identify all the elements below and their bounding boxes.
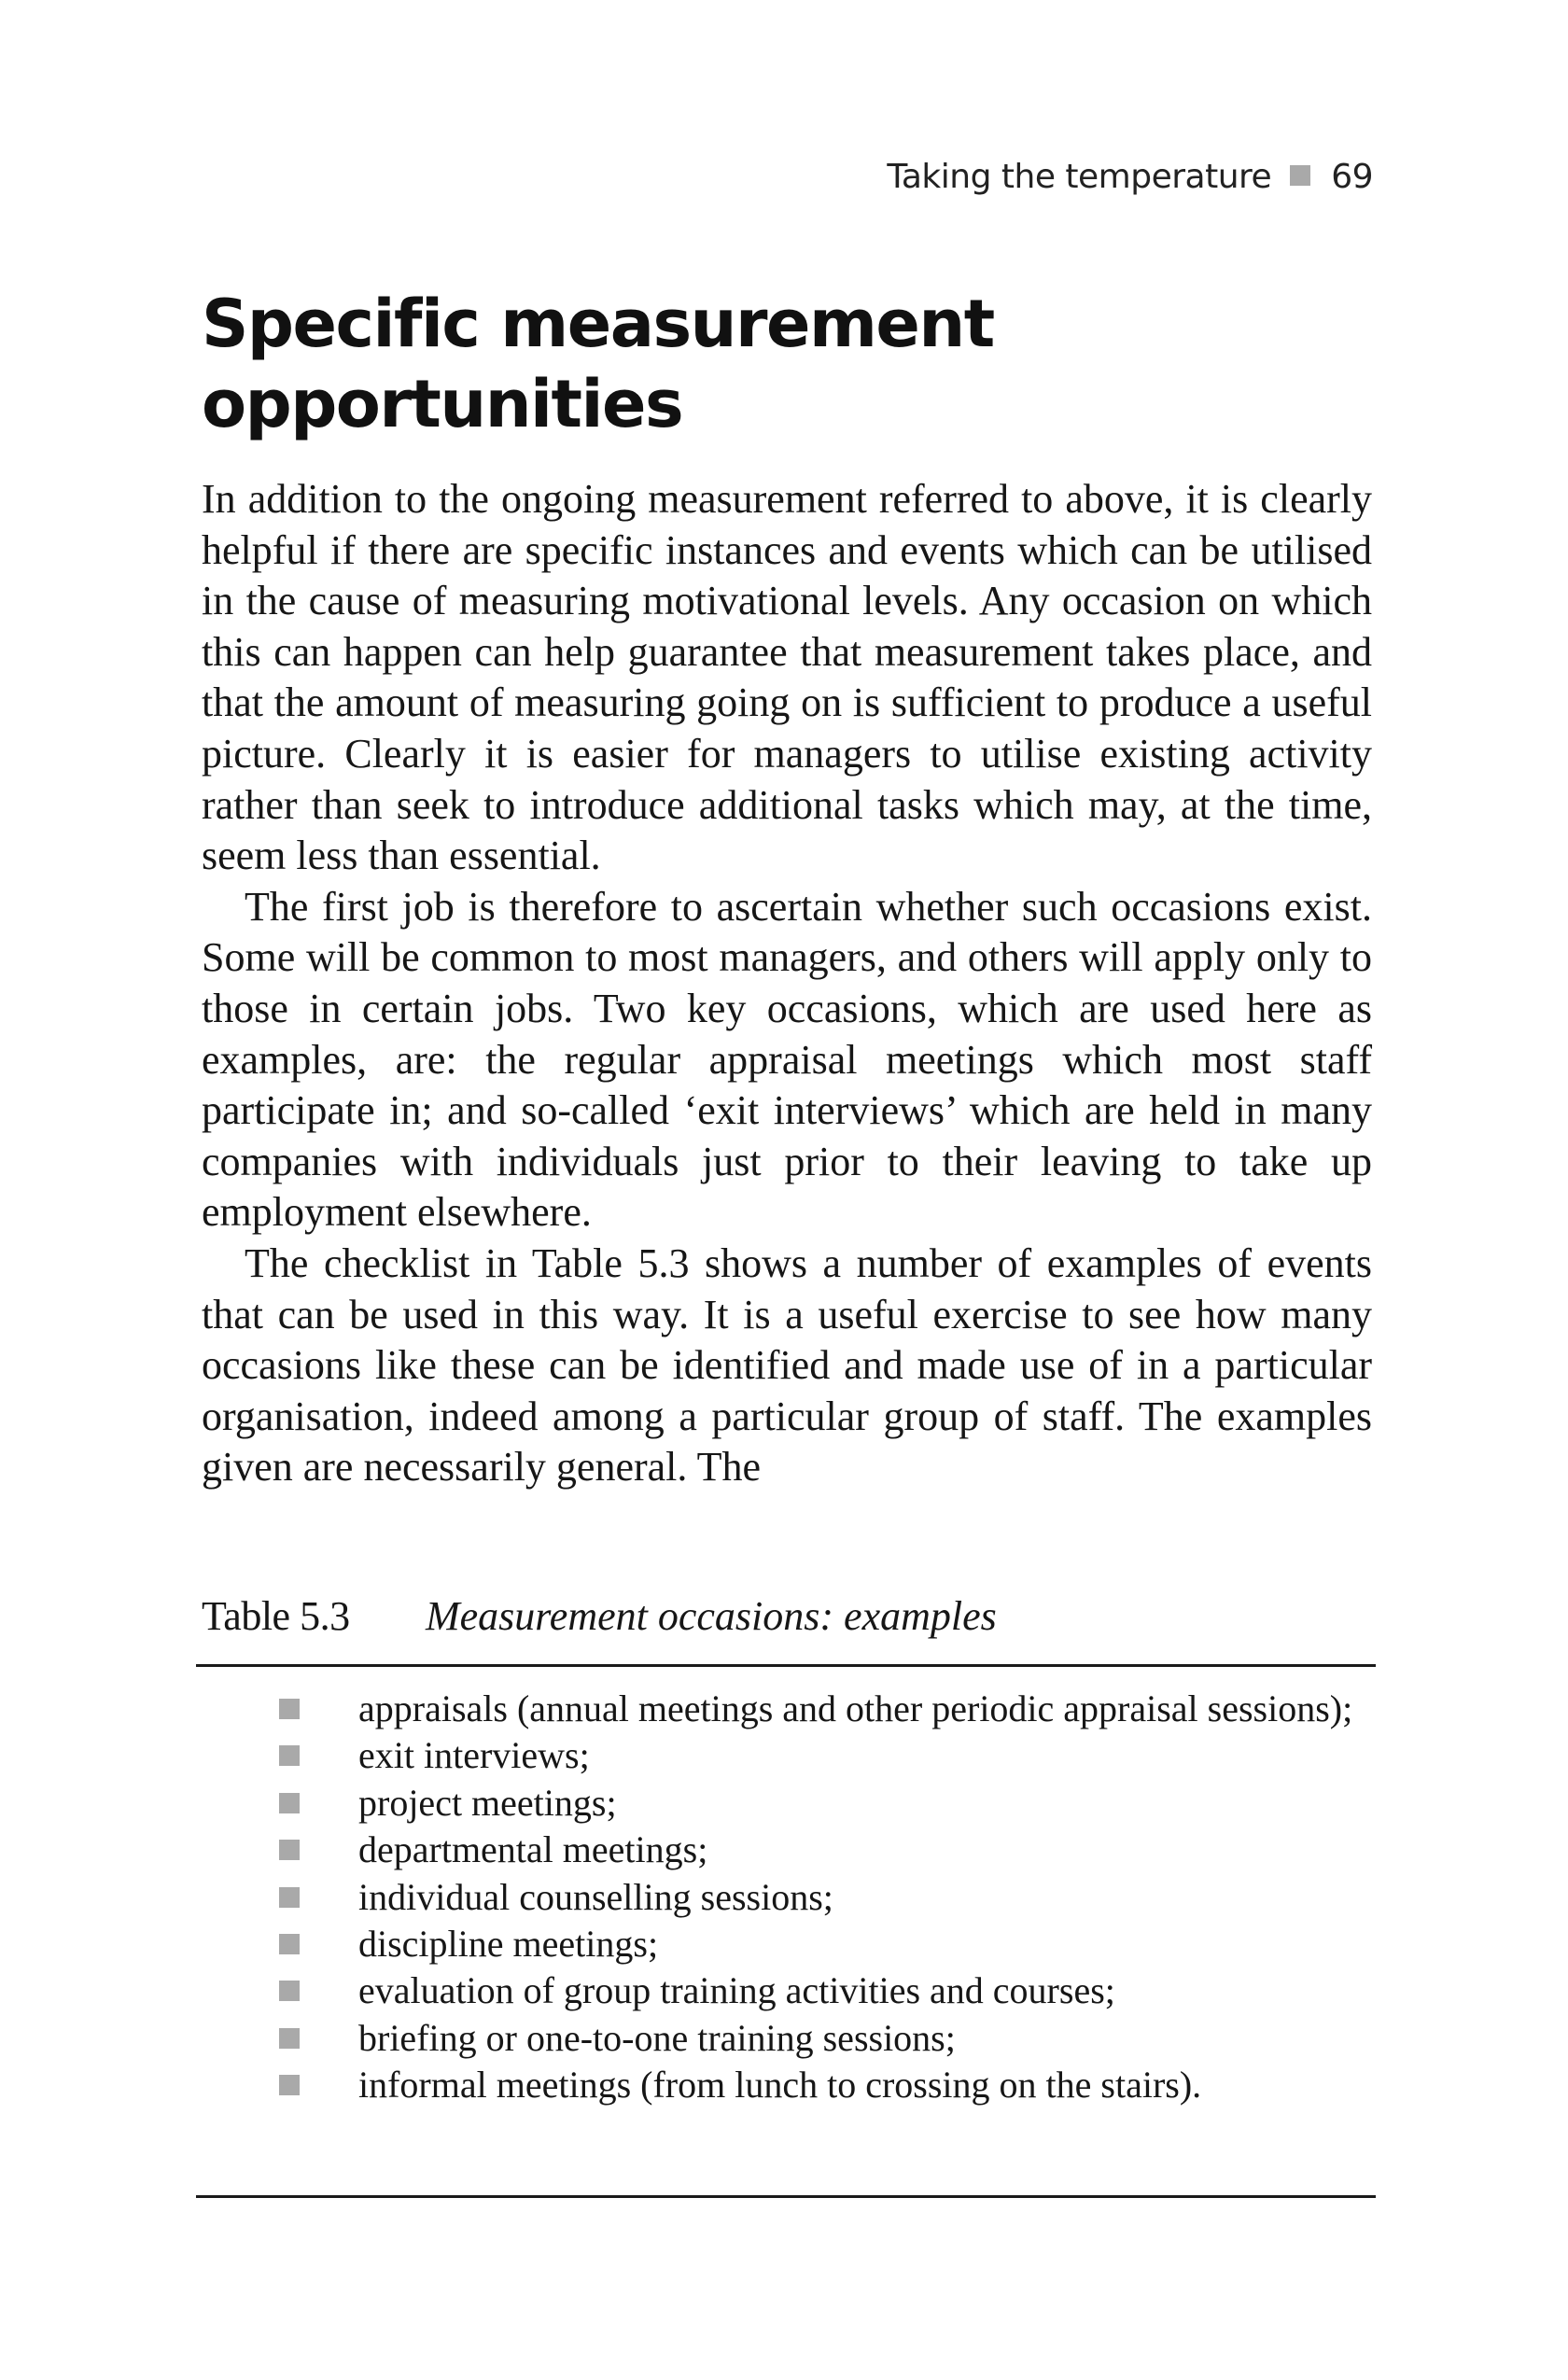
square-separator-icon: [1290, 165, 1310, 186]
list-item: [202, 1732, 1372, 1779]
square-bullet-icon: [279, 1981, 300, 2001]
list-item: [202, 1686, 1372, 1732]
section-title: Specific measurement opportunities: [202, 286, 994, 442]
square-bullet-icon: [279, 2028, 300, 2049]
list-item: [202, 1921, 1372, 1967]
list-item: [202, 2062, 1372, 2108]
table-bottom-rule: [196, 2195, 1376, 2198]
square-bullet-icon: [279, 1934, 300, 1954]
square-bullet-icon: [279, 1840, 300, 1860]
list-item-text: project meetings;: [358, 1781, 617, 1824]
checklist: [202, 1686, 1372, 2109]
list-item-text: appraisals (annual meetings and other periodic appraisal sessions);: [358, 1687, 1353, 1729]
paragraph-3: The checklist in Table 5.3 shows a number of examples of events that can be used in this way. It is a useful exercise to see how many occasions like these can be identified and made use of in a particular organisation, indeed among a particular group of staff. The examples given are necessarily general. The: [202, 1239, 1372, 1491]
square-bullet-icon: [279, 1699, 300, 1719]
square-bullet-icon: [279, 1887, 300, 1908]
table-label: Table 5.3: [202, 1593, 350, 1639]
table-caption: [202, 1591, 1372, 1642]
list-item-text: departmental meetings;: [358, 1828, 708, 1871]
list-item: [202, 1874, 1372, 1921]
table-top-rule: [196, 1664, 1376, 1667]
list-item-text: evaluation of group training activities and courses;: [358, 1969, 1115, 2012]
list-item-text: discipline meetings;: [358, 1923, 659, 1966]
paragraph-2: The first job is therefore to ascertain whether such occasions exist. Some will be common to most managers, and others will apply only to those in certain jobs. Two key occasions, which are used here as examples, are: the regular appraisal meetings which most staff participate in; and so-called ‘exit interviews’ which are held in many companies with individuals just prior to their leaving to take up employment elsewhere.: [202, 883, 1372, 1236]
list-item: [202, 2015, 1372, 2062]
body-text: [202, 474, 1372, 1493]
table-title: Measurement occasions: examples: [426, 1593, 997, 1639]
list-item-text: briefing or one-to-one training sessions;: [358, 2016, 956, 2059]
list-item: [202, 1967, 1372, 2014]
square-bullet-icon: [279, 1793, 300, 1813]
list-item-text: informal meetings (from lunch to crossing on the stairs).: [358, 2064, 1202, 2107]
list-item: [202, 1827, 1372, 1873]
square-bullet-icon: [279, 2075, 300, 2095]
list-item-text: exit interviews;: [358, 1734, 590, 1777]
running-header: [199, 158, 1373, 196]
list-item-text: individual counselling sessions;: [358, 1875, 833, 1918]
square-bullet-icon: [279, 1745, 300, 1766]
list-item: [202, 1780, 1372, 1827]
page-number: 69: [1331, 158, 1373, 196]
running-title: Taking the temperature: [887, 158, 1272, 196]
paragraph-1: In addition to the ongoing measurement referred to above, it is clearly helpful if there are specific instances and events which can be utilised in the cause of measuring motivational levels. Any occasion on which this can happen can help guarantee that measurement takes place, and that the amount of measuring going on is sufficient to produce a useful picture. Clearly it is easier for managers to utilise existing activity rather than seek to introduce additional tasks which may, at the time, seem less than essential.: [202, 476, 1372, 879]
